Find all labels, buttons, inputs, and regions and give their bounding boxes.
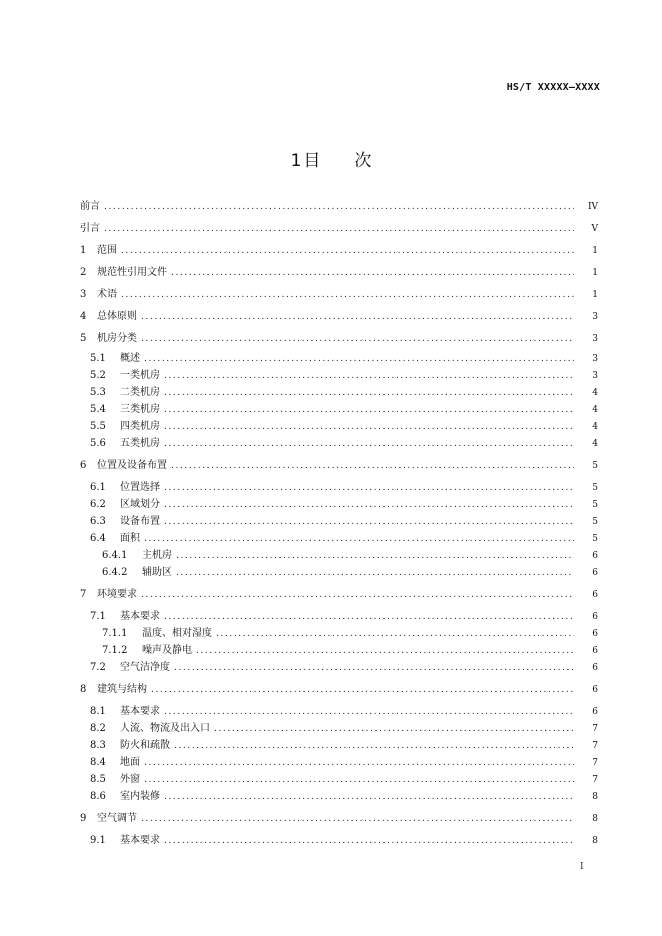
toc-entry-title: 一类机房 bbox=[120, 370, 160, 381]
toc-entry[interactable] bbox=[102, 626, 598, 642]
toc-entry-title: 规范性引用文件 bbox=[97, 267, 167, 278]
toc-entry[interactable] bbox=[90, 660, 598, 676]
toc-dot-leader bbox=[174, 738, 574, 754]
toc-entry-number: 1 bbox=[80, 245, 87, 256]
toc-dot-leader bbox=[196, 643, 574, 659]
toc-entry[interactable] bbox=[80, 309, 598, 325]
toc-entry-number: 7.1 bbox=[90, 611, 106, 622]
toc-entry-page: 4 bbox=[592, 388, 598, 398]
toc-entry-number: 5.5 bbox=[90, 421, 106, 432]
toc-entry[interactable] bbox=[80, 587, 598, 603]
toc-entry-number: 9.1 bbox=[90, 835, 106, 846]
toc-entry-number: 6.4 bbox=[90, 533, 106, 544]
toc-entry-number: 3 bbox=[80, 289, 87, 300]
toc-entry[interactable] bbox=[80, 287, 598, 303]
toc-entry[interactable] bbox=[102, 643, 598, 659]
toc-entry[interactable] bbox=[90, 368, 598, 384]
toc-dot-leader bbox=[164, 402, 574, 418]
toc-entry[interactable] bbox=[90, 609, 598, 625]
toc-entry[interactable] bbox=[80, 243, 598, 259]
toc-dot-leader bbox=[141, 811, 574, 827]
toc-entry[interactable] bbox=[90, 436, 598, 452]
toc-entry-page: 6 bbox=[592, 629, 598, 639]
toc-entry[interactable] bbox=[102, 565, 598, 581]
toc-entry[interactable] bbox=[80, 199, 598, 215]
toc-entry-number: 7.2 bbox=[90, 662, 106, 673]
toc-dot-leader bbox=[164, 833, 574, 849]
toc-title bbox=[0, 146, 662, 171]
toc-dot-leader bbox=[164, 436, 574, 452]
toc-dot-leader bbox=[121, 243, 574, 259]
toc-dot-leader bbox=[164, 609, 574, 625]
toc-entry-number: 6 bbox=[80, 460, 87, 471]
toc-entry[interactable] bbox=[90, 833, 598, 849]
toc-dot-leader bbox=[216, 626, 574, 642]
toc-entry-number: 8.6 bbox=[90, 791, 106, 802]
toc-entry-title: 机房分类 bbox=[97, 333, 137, 344]
toc-entry-page: 1 bbox=[592, 268, 598, 278]
toc-entry-page: 5 bbox=[592, 500, 598, 510]
toc-entry-number: 8 bbox=[80, 684, 87, 695]
toc-entry-title: 面积 bbox=[120, 533, 140, 544]
toc-entry-page: 3 bbox=[592, 334, 598, 344]
toc-entry-number: 7.1.1 bbox=[102, 628, 128, 639]
toc-entry[interactable] bbox=[90, 385, 598, 401]
toc-dot-leader bbox=[164, 789, 574, 805]
toc-entry-title: 主机房 bbox=[142, 550, 172, 561]
toc-entry-page: 3 bbox=[592, 312, 598, 322]
toc-entry-number: 8.2 bbox=[90, 723, 106, 734]
toc-dot-leader bbox=[164, 385, 574, 401]
toc-entry[interactable] bbox=[90, 704, 598, 720]
toc-entry-title: 人流、物流及出入口 bbox=[120, 723, 210, 734]
toc-dot-leader bbox=[164, 480, 574, 496]
toc-entry-page: 6 bbox=[592, 590, 598, 600]
toc-entry-number: 8.1 bbox=[90, 706, 106, 717]
toc-dot-leader bbox=[151, 682, 574, 698]
toc-entry-title: 二类机房 bbox=[120, 387, 160, 398]
toc-entry-number: 7 bbox=[80, 589, 87, 600]
toc-dot-leader bbox=[144, 772, 574, 788]
toc-entry-number: 8.4 bbox=[90, 757, 106, 768]
toc-dot-leader bbox=[141, 331, 574, 347]
toc-entry-page: V bbox=[591, 224, 598, 234]
toc-entry-number: 6.1 bbox=[90, 482, 106, 493]
toc-entry[interactable] bbox=[80, 221, 598, 237]
toc-entry-number: 5 bbox=[80, 333, 87, 344]
toc-entry-page: 6 bbox=[592, 612, 598, 622]
toc-dot-leader bbox=[176, 565, 574, 581]
toc-entry-page: 6 bbox=[592, 568, 598, 578]
toc-entry-page: 6 bbox=[592, 646, 598, 656]
toc-entry-title: 设备布置 bbox=[120, 516, 160, 527]
toc-dot-leader bbox=[141, 309, 574, 325]
toc-title-char-1: 目 bbox=[303, 151, 321, 171]
toc-entry[interactable] bbox=[90, 514, 598, 530]
toc-entry-title: 空气洁净度 bbox=[120, 662, 170, 673]
toc-entry-title: 范围 bbox=[97, 245, 117, 256]
toc-dot-leader bbox=[164, 704, 574, 720]
toc-entry-page: 8 bbox=[592, 792, 598, 802]
toc-entry[interactable] bbox=[80, 458, 598, 474]
toc-title-number: 1 bbox=[290, 151, 302, 171]
toc-entry-page: 1 bbox=[592, 290, 598, 300]
toc-dot-leader bbox=[164, 497, 574, 513]
toc-entry-page: 3 bbox=[592, 371, 598, 381]
toc-entry[interactable] bbox=[90, 789, 598, 805]
toc-entry-number: 5.4 bbox=[90, 404, 106, 415]
toc-entry-title: 基本要求 bbox=[120, 835, 160, 846]
toc-entry-title: 地面 bbox=[120, 757, 140, 768]
toc-entry-page: IV bbox=[587, 202, 598, 212]
toc-dot-leader bbox=[121, 287, 574, 303]
toc-entry-title: 建筑与结构 bbox=[97, 684, 147, 695]
footer-page-number: I bbox=[580, 862, 584, 872]
toc-entry-title: 位置及设备布置 bbox=[97, 460, 167, 471]
toc-entry[interactable] bbox=[90, 531, 598, 547]
toc-entry[interactable] bbox=[80, 682, 598, 698]
toc-entry-title: 五类机房 bbox=[120, 438, 160, 449]
toc-entry[interactable] bbox=[90, 721, 598, 737]
toc-dot-leader bbox=[214, 721, 574, 737]
toc-entry-title: 辅助区 bbox=[142, 567, 172, 578]
toc-entry[interactable] bbox=[90, 755, 598, 771]
toc-entry-number: 7.1.2 bbox=[102, 645, 128, 656]
toc-entry-page: 6 bbox=[592, 663, 598, 673]
toc-entry-title: 四类机房 bbox=[120, 421, 160, 432]
toc-entry-page: 4 bbox=[592, 405, 598, 415]
toc-entry-number: 8.5 bbox=[90, 774, 106, 785]
toc-entry[interactable] bbox=[80, 331, 598, 347]
toc-entry-title: 前言 bbox=[80, 201, 100, 212]
toc-entry-page: 5 bbox=[592, 534, 598, 544]
toc-dot-leader bbox=[176, 548, 574, 564]
toc-dot-leader bbox=[164, 514, 574, 530]
toc-entry-page: 7 bbox=[592, 741, 598, 751]
toc-entry-title: 外窗 bbox=[120, 774, 140, 785]
toc-title-char-2: 次 bbox=[354, 151, 372, 171]
toc-entry-page: 7 bbox=[592, 724, 598, 734]
toc-entry-page: 6 bbox=[592, 707, 598, 717]
toc-entry-number: 6.3 bbox=[90, 516, 106, 527]
toc-entry-number: 5.2 bbox=[90, 370, 106, 381]
toc-entry-page: 3 bbox=[592, 354, 598, 364]
toc-entry-number: 6.4.1 bbox=[102, 550, 128, 561]
toc-entry-title: 防火和疏散 bbox=[120, 740, 170, 751]
toc-entry[interactable] bbox=[90, 772, 598, 788]
toc-entry-title: 噪声及静电 bbox=[142, 645, 192, 656]
toc-entry-title: 室内装修 bbox=[120, 791, 160, 802]
toc-dot-leader bbox=[171, 458, 574, 474]
toc-entry-page: 7 bbox=[592, 758, 598, 768]
toc-entry[interactable] bbox=[80, 811, 598, 827]
toc-entry-page: 6 bbox=[592, 551, 598, 561]
toc-dot-leader bbox=[171, 265, 574, 281]
toc-entry-title: 总体原则 bbox=[97, 311, 137, 322]
toc-entry-page: 4 bbox=[592, 439, 598, 449]
toc-entry-title: 位置选择 bbox=[120, 482, 160, 493]
toc-dot-leader bbox=[104, 199, 574, 215]
toc-entry-title: 空气调节 bbox=[97, 813, 137, 824]
toc-entry[interactable] bbox=[90, 419, 598, 435]
toc-entry[interactable] bbox=[90, 402, 598, 418]
toc-dot-leader bbox=[144, 531, 574, 547]
toc-entry-number: 9 bbox=[80, 813, 87, 824]
toc-entry-page: 7 bbox=[592, 775, 598, 785]
toc-entry-number: 2 bbox=[80, 267, 87, 278]
toc-entry-page: 5 bbox=[592, 461, 598, 471]
toc-entry-page: 8 bbox=[592, 814, 598, 824]
toc-entry-page: 5 bbox=[592, 517, 598, 527]
toc-entry-number: 5.1 bbox=[90, 353, 106, 364]
toc-entry-page: 8 bbox=[592, 836, 598, 846]
toc-dot-leader bbox=[144, 351, 574, 367]
toc-entry[interactable] bbox=[102, 548, 598, 564]
toc-entry-title: 三类机房 bbox=[120, 404, 160, 415]
toc-dot-leader bbox=[164, 419, 574, 435]
toc-entry[interactable] bbox=[90, 738, 598, 754]
toc-entry-page: 5 bbox=[592, 483, 598, 493]
toc-entry[interactable] bbox=[90, 497, 598, 513]
toc-entry-title: 区域划分 bbox=[120, 499, 160, 510]
toc-entry[interactable] bbox=[80, 265, 598, 281]
toc-dot-leader bbox=[174, 660, 574, 676]
toc-entry[interactable] bbox=[90, 351, 598, 367]
document-code: HS/T XXXXX—XXXX bbox=[506, 82, 600, 93]
toc-entry-title: 基本要求 bbox=[120, 611, 160, 622]
toc-entry-number: 6.2 bbox=[90, 499, 106, 510]
toc-entry-title: 基本要求 bbox=[120, 706, 160, 717]
toc-entry-title: 温度、相对湿度 bbox=[142, 628, 212, 639]
toc-entry-number: 8.3 bbox=[90, 740, 106, 751]
toc-entry-page: 6 bbox=[592, 685, 598, 695]
toc-entry-page: 4 bbox=[592, 422, 598, 432]
toc-entry-title: 术语 bbox=[97, 289, 117, 300]
toc-entry-number: 6.4.2 bbox=[102, 567, 128, 578]
toc-dot-leader bbox=[164, 368, 574, 384]
toc-dot-leader bbox=[104, 221, 574, 237]
toc-dot-leader bbox=[144, 755, 574, 771]
toc-entry[interactable] bbox=[90, 480, 598, 496]
toc-entry-number: 5.6 bbox=[90, 438, 106, 449]
toc-entry-title: 环境要求 bbox=[97, 589, 137, 600]
toc-entry-number: 5.3 bbox=[90, 387, 106, 398]
toc-entry-title: 概述 bbox=[120, 353, 140, 364]
toc-entry-number: 4 bbox=[80, 311, 87, 322]
toc-entry-page: 1 bbox=[592, 246, 598, 256]
toc-entry-title: 引言 bbox=[80, 223, 100, 234]
toc-dot-leader bbox=[141, 587, 574, 603]
